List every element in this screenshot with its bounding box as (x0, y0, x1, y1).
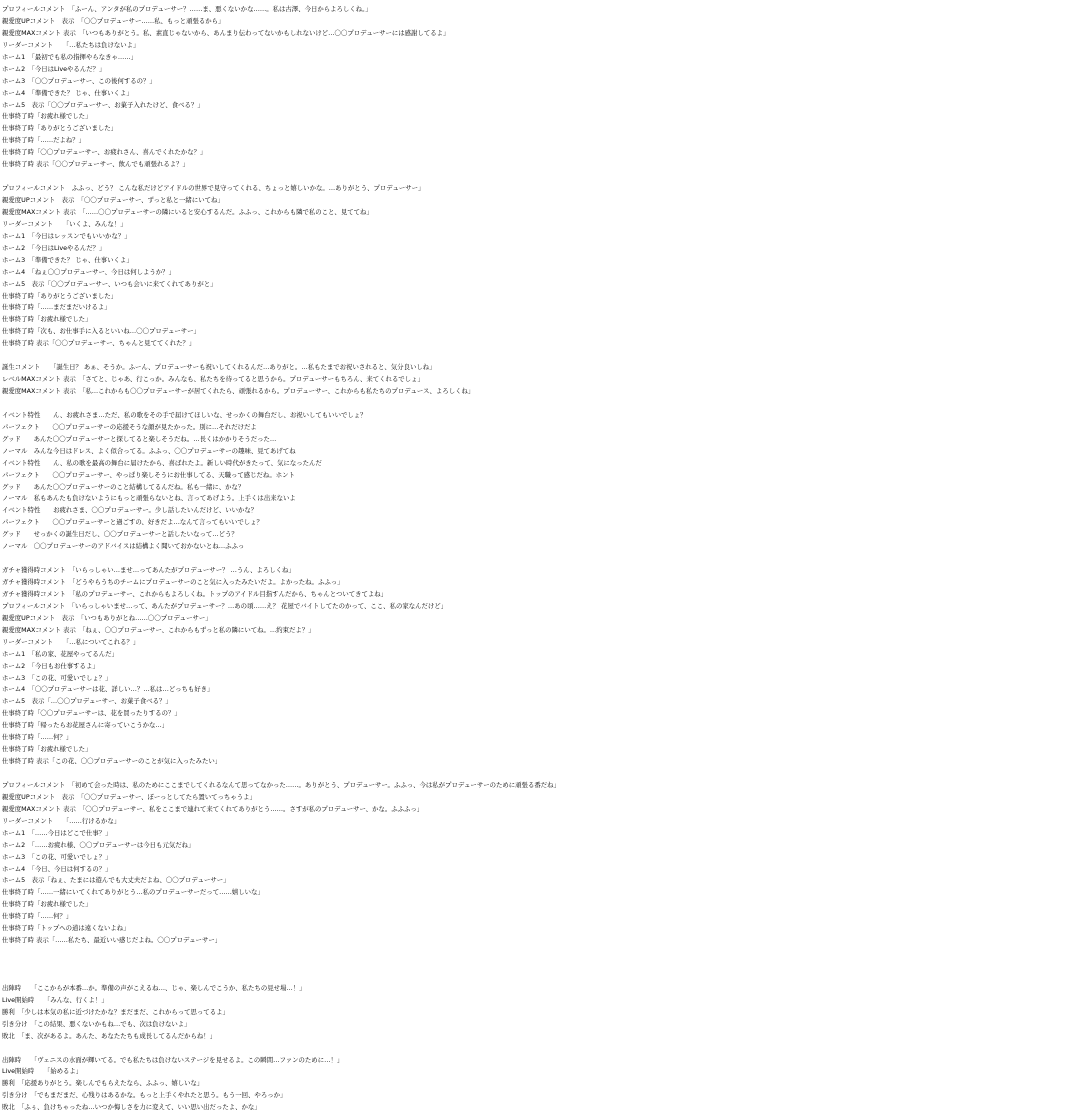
text-line: 仕事終了時 表示「〇〇プロデューサー、飲んでも頑張れるよ？」 (2, 159, 560, 171)
blank-line (2, 171, 560, 183)
text-line: 勝利 「少しは本気の私に近づけたかな？まだまだ、これからって思ってるよ」 (2, 1007, 560, 1019)
text-line: グッド あんた〇〇プロデューサーと探してると楽しそうだね。…長くはかかりそうだった… (2, 434, 560, 446)
text-line: ホーム1 「最初でも私の指揮やらなきゃ……」 (2, 52, 560, 64)
text-line: プロフィールコメント 「ふーん、アンタが私のプロデューサー？……ま、悪くないかな……。私は古澤、今日からよろしくね。」 (2, 4, 560, 16)
text-line: 親愛度MAXコメント 表示 「私…これからも〇〇プロデューサーが居てくれたら、頑張れるから。プロデューサー、これからも私たちのプロデュース、よろしくね」 (2, 386, 560, 398)
text-line: ホーム1 「私の家、花屋やってるんだ」 (2, 649, 560, 661)
text-line: ホーム4 「準備できた？ じゃ、仕事いくよ」 (2, 88, 560, 100)
text-line: 親愛度UPコメント 表示 「〇〇プロデューサー、ずっと私と一緒にいてね」 (2, 195, 560, 207)
text-line: ホーム3 「この花、可愛いでしょ？」 (2, 852, 560, 864)
text-line: グッド あんた〇〇プロデューサーのこと結構してるんだね。私も一緒に、かな？ (2, 482, 560, 494)
text-line: ホーム2 「今日はLiveやるんだ？」 (2, 64, 560, 76)
text-line: ガチャ獲得時コメント 「私のプロデューサー、これからもよろしくね。トップのアイドル目指すんだから、ちゃんとついてきてよね」 (2, 589, 560, 601)
text-line: 仕事終了時「次も、お仕事手に入るといいね…〇〇プロデューサー」 (2, 326, 560, 338)
text-line: 親愛度MAXコメント 表示 「〇〇プロデューサー、私をここまで連れて来てくれてありがとう……。さすが私のプロデューサー、かな。ふふふっ」 (2, 804, 560, 816)
text-line: レベルMAXコメント 表示 「さてと、じゃあ、行こっか。みんなも、私たちを待ってると思うから。プロデューサーもちろん、来てくれるでしょ」 (2, 374, 560, 386)
text-line: 仕事終了時「ありがとうございました」 (2, 123, 560, 135)
text-line: 仕事終了時「お疲れ様でした」 (2, 314, 560, 326)
text-line: リーダーコメント 「…私たちは負けないよ」 (2, 40, 560, 52)
text-line: 勝利 「応援ありがとう。楽しんでもらえたなら、ふふっ、嬉しいな」 (2, 1078, 560, 1090)
blank-line (2, 1043, 560, 1055)
document-text (2, 4, 560, 1114)
text-line: ホーム3 「準備できた？ じゃ、仕事いくよ」 (2, 255, 560, 267)
text-line: 仕事終了時「……まだまだいけるよ」 (2, 302, 560, 314)
text-line: プロフィールコメント 「初めて会った時は、私のためにここまでしてくれるなんて思ってなかった……。ありがとう、プロデューサー。ふふっ、今は私がプロデューサーのために頑張る番だね」 (2, 780, 560, 792)
text-line: ホーム3 「この花、可愛いでしょ？」 (2, 673, 560, 685)
text-block (2, 410, 560, 553)
text-line: 親愛度MAXコメント 表示 「いつもありがとう。私、素直じゃないから、あんまり伝わってないかもしれないけど…〇〇プロデューサーには感謝してるよ」 (2, 28, 560, 40)
blank-line (2, 553, 560, 565)
text-line: プロフィールコメント ふふっ、どう？ こんな私だけどアイドルの世界で見守ってくれる、ちょっと嬉しいかな。…ありがとう、プロデューサー」 (2, 183, 560, 195)
text-line: 仕事終了時「……何？」 (2, 732, 560, 744)
text-line: 仕事終了時「トップへの道は遠くないよね」 (2, 923, 560, 935)
text-line: ガチャ獲得時コメント 「どうやらうちのチームにプロデューサーのこと気に入ったみたいだよ。よかったね。ふふっ」 (2, 577, 560, 589)
text-line: ノーマル 私もあんたも負けないようにもっと頑張らないとね、言ってあげよう。上手くは出来ないよ (2, 493, 560, 505)
text-line: ホーム5 表示「ねぇ、たまには遊んでも大丈夫だよね、〇〇プロデューサー」 (2, 875, 560, 887)
text-block (2, 1055, 560, 1114)
text-line: ホーム2 「……お疲れ様、〇〇プロデューサーは今日も元気だね」 (2, 840, 560, 852)
text-line: ホーム4 「今日、今日は何するの？」 (2, 864, 560, 876)
text-block (2, 983, 560, 1043)
text-line: ホーム2 「今日はLiveやるんだ？」 (2, 243, 560, 255)
text-line: 親愛度MAXコメント 表示 「ねぇ、〇〇プロデューサー、これからもずっと私の隣にいてね。…約束だよ？」 (2, 625, 560, 637)
text-line: 親愛度MAXコメント 表示 「……〇〇プロデューサーの隣にいると安心するんだ。ふふっ、これからも隣で私のこと、見ててね」 (2, 207, 560, 219)
blank-line (2, 350, 560, 362)
text-line: 仕事終了時「帰ったらお花屋さんに寄っていこうかな…」 (2, 720, 560, 732)
text-line: 誕生コメント 「誕生日？ あぁ、そうか。ふーん、プロデューサーも祝いしてくれるんだ…ありがと。…私もたまでお祝いされると、気分良いしね」 (2, 362, 560, 374)
text-line: 仕事終了時 表示「〇〇プロデューサー、ちゃんと見ててくれた？」 (2, 338, 560, 350)
text-line: パーフェクト 〇〇プロデューサー、やっぱり楽しそうにお仕事してる、天職って感じだね。ホント (2, 470, 560, 482)
text-line: グッド せっかくの誕生日だし、〇〇プロデューサーと話したいなって…どう？ (2, 529, 560, 541)
text-line: プロフィールコメント 「いらっしゃいませ…って、あんたがプロデューサー？…あの頃……え？ 花屋でバイトしてたのかって、ここ、私の家なんだけど」 (2, 601, 560, 613)
text-line: パーフェクト 〇〇プロデューサーと過ごすの、好きだよ…なんて言ってもいいでしょ？ (2, 517, 560, 529)
text-block (2, 4, 560, 171)
text-line: 仕事終了時「……だよね？」 (2, 135, 560, 147)
text-line: ガチャ獲得時コメント 「いらっしゃい…ませ…ってあんたがプロデューサー？ …うん、よろしくね」 (2, 565, 560, 577)
text-line: 敗北 「ま、次があるよ。あんた、あなたたちも成長してるんだからね！」 (2, 1031, 560, 1043)
text-block (2, 183, 560, 350)
text-line: パーフェクト 〇〇プロデューサーの応援そうな顔が見たかった。別に…それだけだよ (2, 422, 560, 434)
text-line: ホーム1 「今日はレッスンでもいいかな？」 (2, 231, 560, 243)
text-line: ホーム1 「……今日はどこで仕事？」 (2, 828, 560, 840)
text-line: ホーム3 「〇〇プロデューサー、この後何するの？」 (2, 76, 560, 88)
text-line: 仕事終了時「ありがとうございました」 (2, 291, 560, 303)
text-line: ホーム5 表示「…〇〇プロデューサー、お菓子食べる？」 (2, 696, 560, 708)
text-line: ホーム4 「〇〇プロデューサーは花、詳しい…？…私は…どっちも好き」 (2, 684, 560, 696)
text-line: 仕事終了時「お疲れ様でした」 (2, 899, 560, 911)
blank-line (2, 768, 560, 780)
text-line: 出陣時 「ヴェニスの水面が輝いてる。でも私たちは負けないステージを見せるよ。この瞬間…ファンのために…！」 (2, 1055, 560, 1067)
text-line: リーダーコメント 「……行けるかな」 (2, 816, 560, 828)
text-block (2, 780, 560, 947)
text-line: 仕事終了時「……一緒にいてくれてありがとう…私のプロデューサーだって……嬉しいな」 (2, 887, 560, 899)
text-line: 出陣時 「ここからが本番…か。準備の声がこえるね…、じゃ、楽しんでこうか、私たちの見せ場…！」 (2, 983, 560, 995)
text-line: リーダーコメント 「いくよ、みんな！」 (2, 219, 560, 231)
text-line: ノーマル みんな今日はドレス、よく似合ってる。ふふっ、〇〇プロデューサーの趣味、見てあげてね (2, 446, 560, 458)
text-line: 仕事終了時「……何？」 (2, 911, 560, 923)
text-line: 仕事終了時「〇〇プロデューサーは、花を買ったりするの？」 (2, 708, 560, 720)
text-line: ホーム4 「ねぇ〇〇プロデューサー、今日は何しようか？」 (2, 267, 560, 279)
text-line: リーダーコメント 「…私についてこれる？」 (2, 637, 560, 649)
text-block (2, 362, 560, 398)
text-line: Live開始時 「みんな、行くよ！」 (2, 995, 560, 1007)
text-block (2, 565, 560, 768)
text-line: 引き分け 「この結果、悪くないかもね…でも、次は負けないよ」 (2, 1019, 560, 1031)
text-line: イベント特性 ん、私の歌を最高の舞台に届けたから、喜ばれたよ。新しい時代がきたって、気になったんだ (2, 458, 560, 470)
text-line: ホーム5 表示「〇〇プロデューサー、いつも会いに来てくれてありがと」 (2, 279, 560, 291)
text-line: ホーム5 表示「〇〇プロデューサー、お菓子入れたけど、食べる？」 (2, 100, 560, 112)
text-line: 親愛度UPコメント 表示 「〇〇プロデューサー、ぼーっとしてたら置いてっちゃうよ」 (2, 792, 560, 804)
text-line: 仕事終了時 表示「この花、〇〇プロデューサーのことが気に入ったみたい」 (2, 756, 560, 768)
text-line: 引き分け 「でもまだまだ、心残りはあるかな。もっと上手くやれたと思う。もう一回、やろっか」 (2, 1090, 560, 1102)
text-line: 敗北 「ふぅ、負けちゃったね…いつか悔しさを力に変えて、いい思い出だったよ、かな」 (2, 1102, 560, 1114)
blank-line (2, 947, 560, 959)
text-line: 仕事終了時「お疲れ様でした」 (2, 111, 560, 123)
text-line: 仕事終了時 表示「……私たち、最近いい感じだよね。〇〇プロデューサー」 (2, 935, 560, 947)
text-line: イベント特性 ん、お疲れさま…ただ、私の歌をその手で届けてほしいな、せっかくの舞台だし、お祝いしてもいいでしょ？ (2, 410, 560, 422)
text-line: 親愛度UPコメント 表示 「いつもありがとね……〇〇プロデューサー」 (2, 613, 560, 625)
text-line: 仕事終了時「〇〇プロデューサー、お疲れさん、喜んでくれたかな？」 (2, 147, 560, 159)
blank-line (2, 398, 560, 410)
text-line: ホーム2 「今日もお仕事するよ」 (2, 661, 560, 673)
blank-line (2, 959, 560, 971)
text-line: 親愛度UPコメント 表示 「〇〇プロデューサー……私、もっと頑張るから」 (2, 16, 560, 28)
text-line: イベント特性 お疲れさま、〇〇プロデューサー。少し話したいんだけど、いいかな？ (2, 505, 560, 517)
text-line: Live開始時 「始めるよ」 (2, 1066, 560, 1078)
text-line: ノーマル 〇〇プロデューサーのアドバイスは結構よく聞いておかないとね…ふふっ (2, 541, 560, 553)
text-line: 仕事終了時「お疲れ様でした」 (2, 744, 560, 756)
blank-line (2, 971, 560, 983)
